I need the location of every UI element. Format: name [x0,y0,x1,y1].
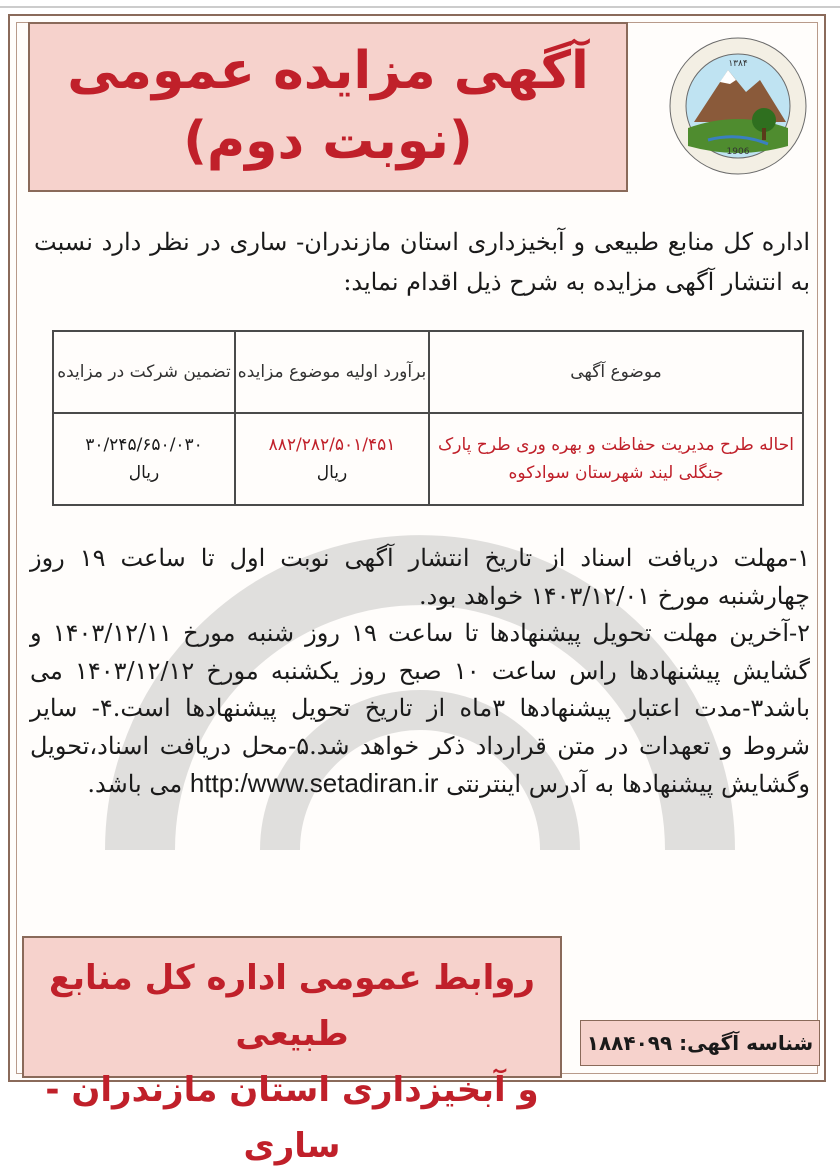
title-box [28,22,628,192]
condition-paragraph-2-end: می باشد. [87,770,183,798]
guarantee-cell [53,413,235,505]
estimate-cell [235,413,429,505]
column-header-estimate: برآورد اولیه موضوع مزایده [235,331,429,413]
guarantee-unit: ریال [128,463,160,483]
public-relations-box [22,936,562,1166]
logo-year-top: ۱۳۸۴ [728,59,748,69]
estimate-unit: ریال [316,463,348,483]
guarantee-value: ۳۰/۲۴۵/۶۵۰/۰۳۰ [85,435,203,455]
page-title: آگهی مزایده عمومی [67,41,589,101]
top-cut-line [0,0,840,10]
conditions-text [30,540,810,804]
condition-paragraph-1: ۱-مهلت دریافت اسناد از تاریخ انتشار آگهی نوبت اول تا ساعت ۱۹ روز چهارشنبه مورخ ۱۴۰۳/۱۲/۰۱ خواهد بود. [30,544,810,610]
organization-logo [668,36,808,176]
table-row [53,413,803,505]
intro-paragraph: اداره کل منابع طبیعی و آبخیزداری استان مازندران- ساری در نظر دارد نسبت به انتشار آگهی مزایده به شرح ذیل اقدام نماید: [34,228,810,296]
column-header-guarantee: تضمین شرکت در مزایده [53,331,235,413]
public-relations-line-2: و آبخیزداری استان مازندران - ساری [45,1070,539,1166]
logo-year-bottom: 1906 [726,147,750,157]
estimate-value: ۸۸۲/۲۸۲/۵۰۱/۴۵۱ [268,435,396,455]
setadiran-link[interactable]: http:/www.setadiran.ir [189,768,439,798]
public-relations-line-1: روابط عمومی اداره کل منابع طبیعی [49,958,535,1054]
subject-cell: احاله طرح مدیریت حفاظت و بهره وری طرح پارک جنگلی لیند شهرستان سوادکوه [429,413,803,505]
condition-paragraph-2-text: ۲-آخرین مهلت تحویل پیشنهادها تا ساعت ۱۹ روز شنبه مورخ ۱۴۰۳/۱۲/۱۱ و گشایش پیشنهادها راس ساعت ۱۰ صبح روز یکشنبه مورخ ۱۴۰۳/۱۲/۱۲ می باشد۳-مدت اعتبار پیشنهادها ۳ماه از تاریخ تحویل پیشنهادها است.۴- سایر شروط و تعهدات در متن قرارداد ذکر خواهد شد.۵-محل دریافت اسناد،تحویل وگشایش پیشنهادها به آدرس اینترنتی [30,619,811,798]
page-subtitle: (نوبت دوم) [183,111,473,171]
condition-paragraph-2 [30,615,810,804]
ad-id-badge: شناسه آگهی: ۱۸۸۴۰۹۹ [580,1020,820,1066]
table-header-row [53,331,803,413]
auction-table [52,330,804,506]
column-header-subject: موضوع آگهی [429,331,803,413]
